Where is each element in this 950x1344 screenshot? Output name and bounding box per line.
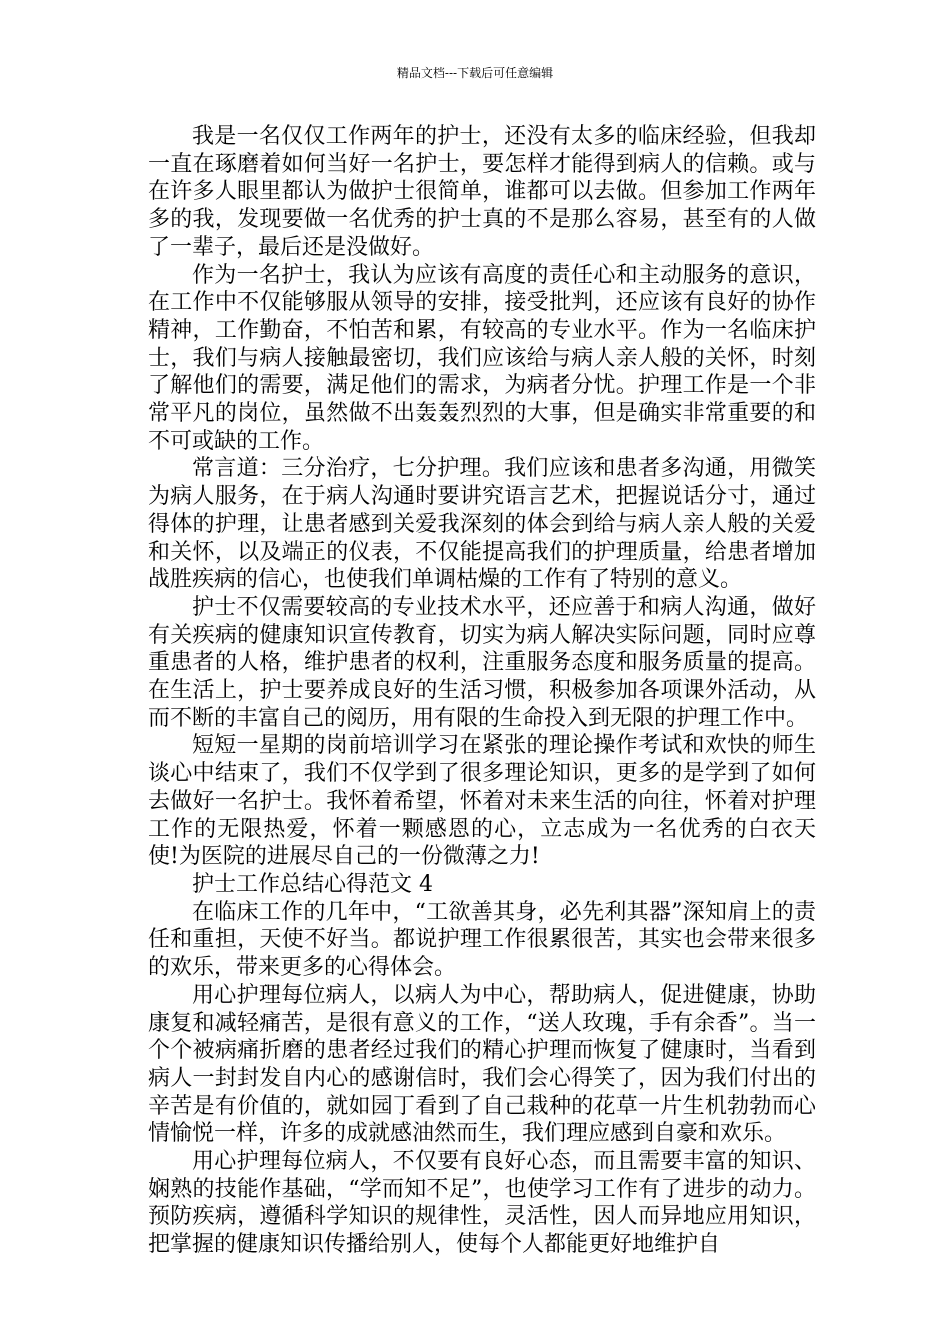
paragraph-2: 作为一名护士，我认为应该有高度的责任心和主动服务的意识，在工作中不仅能够服从领导的安排，接受批判，还应该有良好的协作精神，工作勤奋，不怕苦和累，有较高的专业水平。作为一名临床护士，我们与病人接触最密切，我们应该给与病人亲人般的关怀，时刻了解他们的需要，满足他们的需求，为病者分忧。护理工作是一个非常平凡的岗位，虽然做不出轰轰烈烈的大事，但是确实非常重要的和不可或缺的工作。 bbox=[148, 262, 816, 454]
paragraph-8: 用心护理每位病人，不仅要有良好心态，而且需要丰富的知识、娴熟的技能作基础，“学而知不足”，也使学习工作有了进步的动力。预防疾病，遵循科学知识的规律性，灵活性，因人而异地应用知识，把掌握的健康知识传播给别人，使每个人都能更好地维护自 bbox=[148, 1149, 816, 1258]
paragraph-4: 护士不仅需要较高的专业技术水平，还应善于和病人沟通，做好有关疾病的健康知识宣传教育，切实为病人解决实际问题，同时应尊重患者的人格，维护患者的权利，注重服务态度和服务质量的提高。在生活上，护士要养成良好的生活习惯，积极参加各项课外活动，从而不断的丰富自己的阅历，用有限的生命投入到无限的护理工作中。 bbox=[148, 594, 816, 731]
section-heading: 护士工作总结心得范文 4 bbox=[192, 871, 433, 897]
paragraph-3: 常言道：三分治疗，七分护理。我们应该和患者多沟通，用微笑为病人服务，在于病人沟通时要讲究语言艺术，把握说话分寸，通过得体的护理，让患者感到关爱我深刻的体会到给与病人亲人般的关爱和关怀，以及端正的仪表，不仅能提高我们的护理质量，给患者增加战胜疾病的信心，也使我们单调枯燥的工作有了特别的意义。 bbox=[148, 456, 816, 593]
paragraph-5: 短短一星期的岗前培训学习在紧张的理论操作考试和欢快的师生谈心中结束了，我们不仅学到了很多理论知识，更多的是学到了如何去做好一名护士。我怀着希望，怀着对未来生活的向往，怀着对护理工作的无限热爱，怀着一颗感恩的心，立志成为一名优秀的白衣天使!为医院的进展尽自己的一份微薄之力! bbox=[148, 733, 816, 870]
document-body bbox=[148, 123, 816, 1259]
paragraph-7: 用心护理每位病人，以病人为中心，帮助病人，促进健康，协助康复和减轻痛苦，是很有意义的工作，“送人玫瑰，手有余香”。当一个个被病痛折磨的患者经过我们的精心护理而恢复了健康时，当看到病人一封封发自内心的感谢信时，我们会心得笑了，因为我们付出的辛苦是有价值的，就如园丁看到了自己栽种的花草一片生机勃勃而心情愉悦一样，许多的成就感油然而生，我们理应感到自豪和欢乐。 bbox=[148, 982, 816, 1147]
paragraph-6: 在临床工作的几年中，“工欲善其身，必先利其器”深知肩上的责任和重担，天使不好当。都说护理工作很累很苦，其实也会带来很多的欢乐，带来更多的心得体会。 bbox=[148, 899, 816, 981]
page-header: 精品文档---下载后可任意编辑 bbox=[396, 66, 554, 80]
paragraph-1: 我是一名仅仅工作两年的护士，还没有太多的临床经验，但我却一直在琢磨着如何当好一名护士，要怎样才能得到病人的信赖。或与在许多人眼里都认为做护士很简单，谁都可以去做。但参加工作两年多的我，发现要做一名优秀的护士真的不是那么容易，甚至有的人做了一辈子，最后还是没做好。 bbox=[148, 124, 816, 260]
